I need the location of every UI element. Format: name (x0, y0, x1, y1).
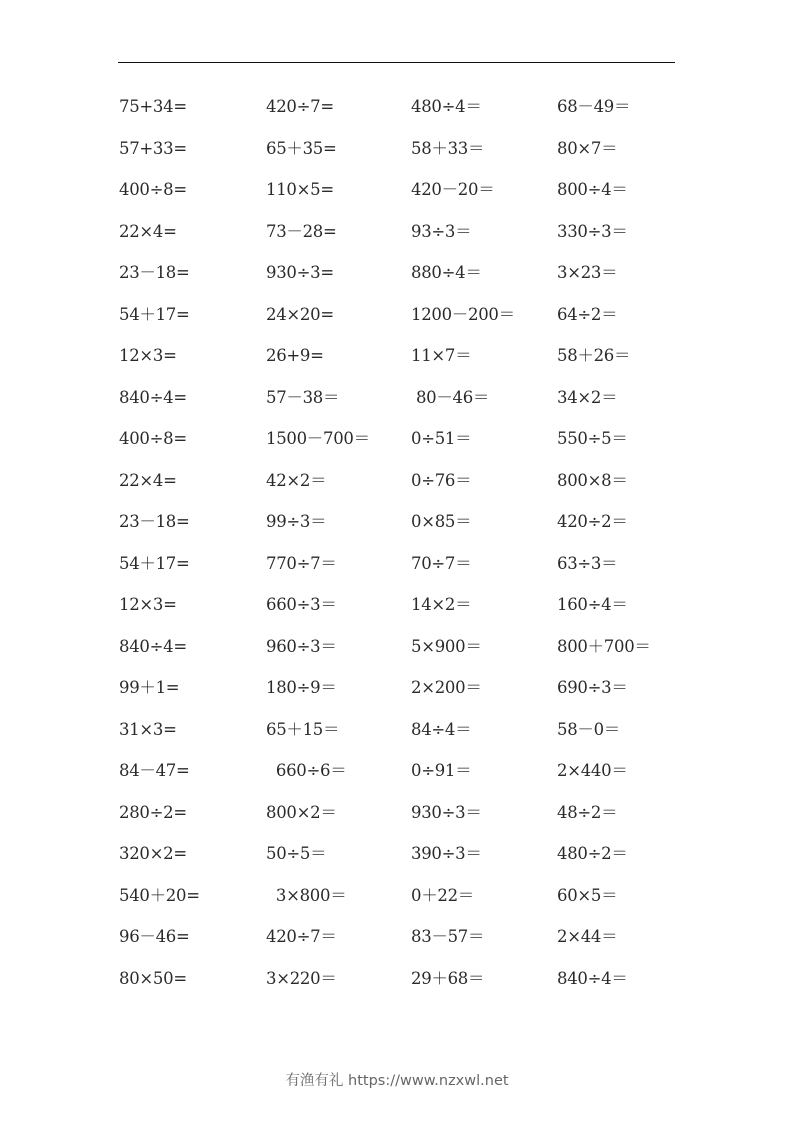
problem: 770÷7＝ (266, 553, 337, 573)
problem-row (119, 178, 679, 220)
problem: 930÷3= (266, 263, 334, 282)
problem: 64÷2＝ (557, 304, 618, 324)
problem-row (119, 759, 679, 801)
problem-row (119, 303, 679, 345)
problem-row (119, 95, 679, 137)
problem: 0×85＝ (411, 512, 472, 531)
problem: 390÷3＝ (411, 844, 482, 863)
problem: 93÷3＝ (411, 221, 472, 241)
problem: 31×3= (119, 719, 177, 739)
problem-row (119, 676, 679, 718)
problem-row (119, 718, 679, 760)
problem: 800＋700＝ (557, 636, 651, 656)
problem: 80×7＝ (557, 138, 618, 158)
problem: 68－49＝ (557, 97, 631, 116)
problem: 57+33= (119, 138, 187, 158)
problem: 42×2＝ (266, 470, 327, 490)
problem-row (119, 884, 679, 926)
problem: 12×3= (119, 346, 177, 365)
problem: 800×2＝ (266, 802, 337, 822)
problem-row (119, 261, 679, 303)
problem: 29＋68＝ (411, 968, 485, 988)
problem: 840÷4= (119, 387, 187, 407)
problem-row (119, 801, 679, 843)
problem: 14×2＝ (411, 595, 472, 614)
problem: 930÷3＝ (411, 802, 482, 822)
problem: 83－57＝ (411, 927, 485, 946)
problem: 48÷2＝ (557, 802, 618, 822)
problem: 0÷76＝ (411, 470, 472, 490)
problem: 420÷7＝ (266, 927, 337, 946)
problem: 540＋20= (119, 885, 200, 905)
problem: 420÷2＝ (557, 512, 628, 531)
problem: 23－18= (119, 263, 190, 282)
problem: 840÷4= (119, 636, 187, 656)
problem: 65＋15＝ (266, 719, 340, 739)
problem: 26+9= (266, 346, 324, 365)
problem: 690÷3＝ (557, 678, 628, 697)
problem: 3×800＝ (266, 885, 347, 905)
problem: 110×5= (266, 180, 334, 199)
problem: 400÷8= (119, 180, 187, 199)
problem: 2×440＝ (557, 761, 628, 780)
problem: 99÷3＝ (266, 512, 327, 531)
problem: 54＋17= (119, 553, 190, 573)
problem: 5×900＝ (411, 636, 482, 656)
problem: 99＋1= (119, 678, 180, 697)
problem-row (119, 344, 679, 386)
problem: 84÷4＝ (411, 719, 472, 739)
problem: 57－38＝ (266, 387, 340, 407)
problem: 0÷51＝ (411, 429, 472, 448)
problem: 22×4= (119, 470, 177, 490)
problem: 800÷4＝ (557, 180, 628, 199)
problem: 550÷5＝ (557, 429, 628, 448)
problem: 23－18= (119, 512, 190, 531)
problem: 2×44＝ (557, 927, 618, 946)
problem: 22×4= (119, 221, 177, 241)
problem: 480÷2＝ (557, 844, 628, 863)
footer-watermark: 有渔有礼 https://www.nzxwl.net (285, 1073, 509, 1089)
problem-row (119, 469, 679, 511)
problem: 96－46= (119, 927, 190, 946)
problem: 800×8＝ (557, 470, 628, 490)
problem: 420－20＝ (411, 180, 495, 199)
problem: 320×2= (119, 844, 187, 863)
problem: 34×2＝ (557, 387, 618, 407)
problem: 160÷4＝ (557, 595, 628, 614)
problem: 2×200＝ (411, 678, 482, 697)
problem: 60×5＝ (557, 885, 618, 905)
problem: 960÷3＝ (266, 636, 337, 656)
problem: 330÷3＝ (557, 221, 628, 241)
problem: 400÷8= (119, 429, 187, 448)
problem: 73－28= (266, 221, 337, 241)
problem: 840÷4＝ (557, 968, 628, 988)
problem-row (119, 967, 679, 1009)
problem: 1500－700＝ (266, 429, 370, 448)
problem-row (119, 552, 679, 594)
problem: 50÷5＝ (266, 844, 327, 863)
problem: 58＋26＝ (557, 346, 631, 365)
problem: 420÷7= (266, 97, 334, 116)
problem: 24×20= (266, 304, 334, 324)
problem: 75+34= (119, 97, 187, 116)
problem-row (119, 842, 679, 884)
problem: 11×7＝ (411, 346, 472, 365)
problem-row (119, 386, 679, 428)
problem: 63÷3＝ (557, 553, 618, 573)
problem: 80×50= (119, 968, 187, 988)
problem-row (119, 635, 679, 677)
problem: 65＋35= (266, 138, 337, 158)
problem: 54＋17= (119, 304, 190, 324)
problem: 1200－200＝ (411, 304, 515, 324)
problem-row (119, 137, 679, 179)
problem: 58－0＝ (557, 719, 620, 739)
problem: 660÷6＝ (266, 761, 347, 780)
arithmetic-problem-grid (119, 95, 679, 1008)
problem-row (119, 593, 679, 635)
problem: 12×3= (119, 595, 177, 614)
problem: 880÷4＝ (411, 263, 482, 282)
problem: 3×23＝ (557, 263, 618, 282)
problem: 3×220＝ (266, 968, 337, 988)
header-rule (118, 62, 675, 63)
problem: 660÷3＝ (266, 595, 337, 614)
problem: 58＋33＝ (411, 138, 485, 158)
problem-row (119, 925, 679, 967)
problem: 280÷2= (119, 802, 187, 822)
problem-row (119, 220, 679, 262)
problem-row (119, 510, 679, 552)
problem-row (119, 427, 679, 469)
problem: 70÷7＝ (411, 553, 472, 573)
problem: 480÷4＝ (411, 97, 482, 116)
problem: 0＋22＝ (411, 885, 474, 905)
problem: 180÷9＝ (266, 678, 337, 697)
problem: 84－47= (119, 761, 190, 780)
problem: 0÷91＝ (411, 761, 472, 780)
problem: 80－46＝ (411, 387, 490, 407)
